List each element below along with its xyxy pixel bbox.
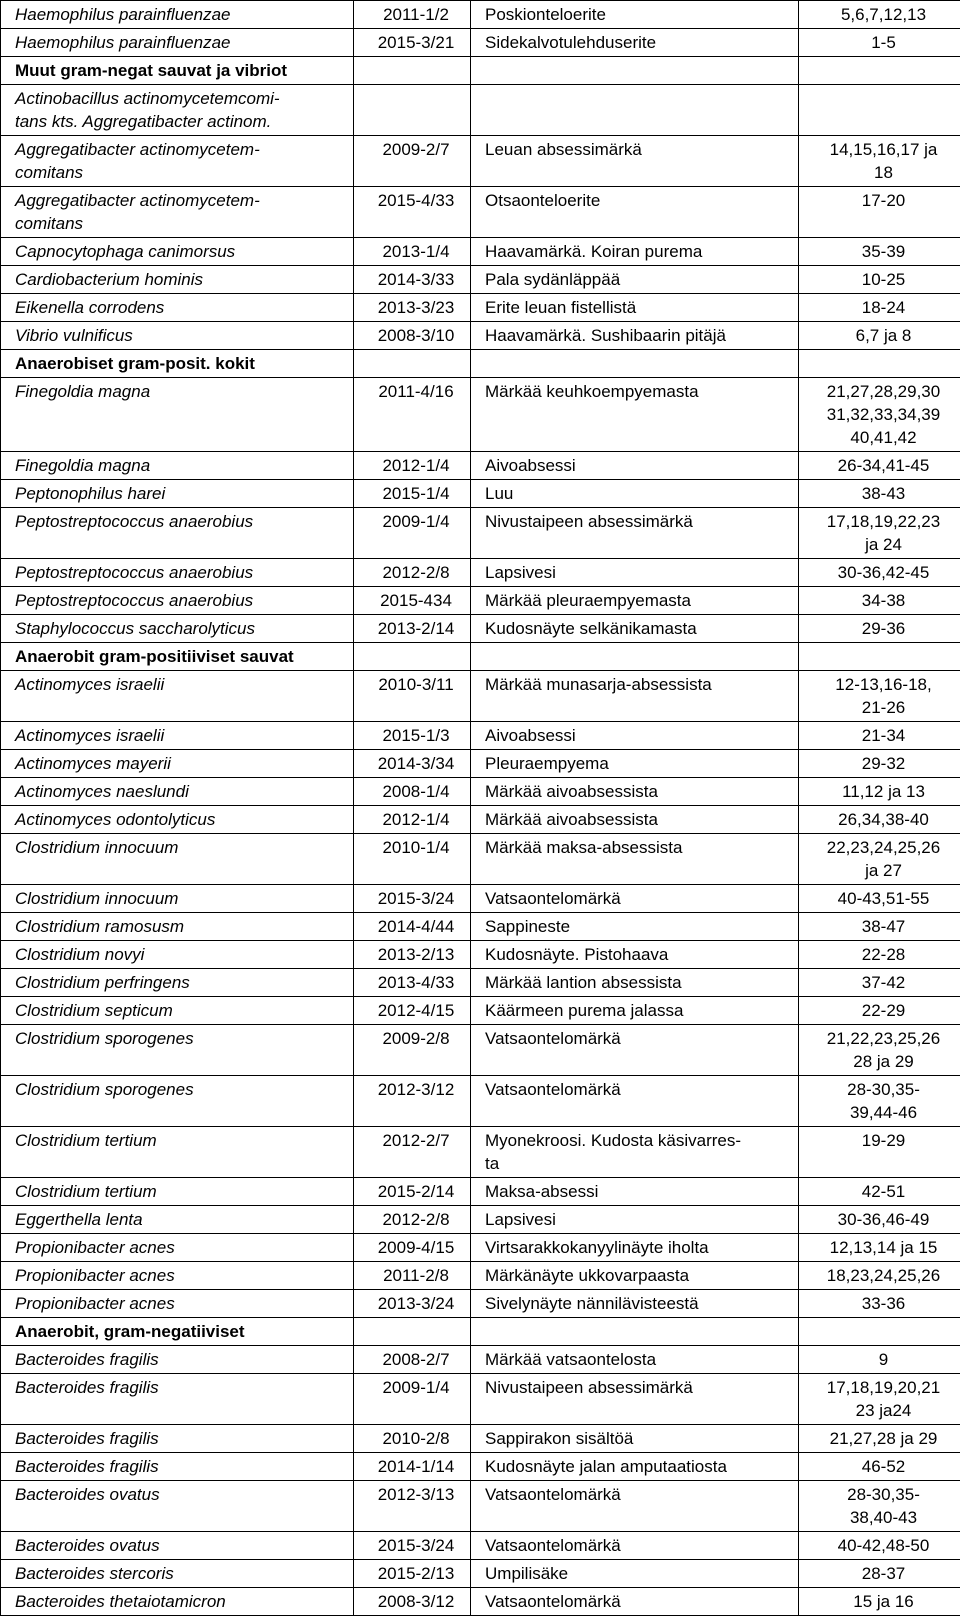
specimen-cell: Luu <box>471 480 799 508</box>
organism-cell: Propionibacter acnes <box>1 1290 354 1318</box>
table-row <box>1 29 960 57</box>
pages-cell: 38-43 <box>799 480 960 508</box>
specimen-cell: Vatsaontelomärkä <box>471 885 799 913</box>
sample-id-cell: 2010-3/11 <box>354 671 471 722</box>
specimen-cell: Märkää keuhkoempyemasta <box>471 378 799 452</box>
sample-id-cell: 2015-2/14 <box>354 1178 471 1206</box>
specimen-cell: Märkää maksa-absessista <box>471 834 799 885</box>
specimen-cell: Märkää lantion absessista <box>471 969 799 997</box>
table-row <box>1 1346 960 1374</box>
organism-cell: Peptostreptococcus anaerobius <box>1 508 354 559</box>
organism-cell: Aggregatibacter actinomycetem- comitans <box>1 136 354 187</box>
pages-cell: 26,34,38-40 <box>799 806 960 834</box>
table-row <box>1 722 960 750</box>
organism-cell: Clostridium innocuum <box>1 885 354 913</box>
section-title: Anaerobiset gram-posit. kokit <box>1 350 354 378</box>
pages-cell: 38-47 <box>799 913 960 941</box>
pages-cell: 1-5 <box>799 29 960 57</box>
sample-id-cell: 2014-3/34 <box>354 750 471 778</box>
specimen-cell: Märkää vatsaontelosta <box>471 1346 799 1374</box>
pages-cell: 29-36 <box>799 615 960 643</box>
sample-id-cell: 2009-1/4 <box>354 508 471 559</box>
table-row <box>1 294 960 322</box>
table-row <box>1 1481 960 1532</box>
sample-id-cell: 2011-2/8 <box>354 1262 471 1290</box>
table-row <box>1 750 960 778</box>
specimen-cell: Vatsaontelomärkä <box>471 1481 799 1532</box>
specimen-cell: Nivustaipeen absessimärkä <box>471 508 799 559</box>
organism-cell: Clostridium sporogenes <box>1 1025 354 1076</box>
specimen-cell: Vatsaontelomärkä <box>471 1588 799 1616</box>
organism-cell: Clostridium septicum <box>1 997 354 1025</box>
pages-cell: 46-52 <box>799 1453 960 1481</box>
organism-cell: Bacteroides fragilis <box>1 1425 354 1453</box>
section-header-row <box>1 57 960 85</box>
empty-cell <box>471 57 799 85</box>
sample-id-cell: 2015-1/4 <box>354 480 471 508</box>
specimen-cell: Vatsaontelomärkä <box>471 1025 799 1076</box>
organism-cell: Eggerthella lenta <box>1 1206 354 1234</box>
sample-id-cell: 2015-434 <box>354 587 471 615</box>
pages-cell: 6,7 ja 8 <box>799 322 960 350</box>
pages-cell: 29-32 <box>799 750 960 778</box>
empty-cell <box>799 643 960 671</box>
table-row <box>1 1127 960 1178</box>
specimen-cell: Märkää aivoabsessista <box>471 806 799 834</box>
pages-cell: 35-39 <box>799 238 960 266</box>
pages-cell: 30-36,42-45 <box>799 559 960 587</box>
organism-cell: Bacteroides ovatus <box>1 1481 354 1532</box>
table-row <box>1 834 960 885</box>
specimen-cell: Sappirakon sisältöä <box>471 1425 799 1453</box>
pages-cell: 17,18,19,20,21 23 ja24 <box>799 1374 960 1425</box>
pages-cell: 22-28 <box>799 941 960 969</box>
sample-id-cell: 2014-4/44 <box>354 913 471 941</box>
sample-id-cell: 2008-3/10 <box>354 322 471 350</box>
table-row <box>1 913 960 941</box>
specimen-cell: Sappineste <box>471 913 799 941</box>
specimen-cell: Kudosnäyte selkänikamasta <box>471 615 799 643</box>
organism-cell: Bacteroides thetaiotamicron <box>1 1588 354 1616</box>
sample-id-cell: 2014-3/33 <box>354 266 471 294</box>
pages-cell: 30-36,46-49 <box>799 1206 960 1234</box>
organism-cell: Actinomyces mayerii <box>1 750 354 778</box>
empty-cell <box>354 643 471 671</box>
sample-id-cell: 2015-3/24 <box>354 885 471 913</box>
section-title: Anaerobit, gram-negatiiviset <box>1 1318 354 1346</box>
specimen-cell: Vatsaontelomärkä <box>471 1532 799 1560</box>
sample-id-cell: 2012-3/12 <box>354 1076 471 1127</box>
sample-id-cell: 2013-3/24 <box>354 1290 471 1318</box>
pages-cell: 5,6,7,12,13 <box>799 1 960 29</box>
specimen-cell: Poskionteloerite <box>471 1 799 29</box>
sample-id-cell: 2012-2/7 <box>354 1127 471 1178</box>
sample-id-cell: 2010-1/4 <box>354 834 471 885</box>
table-row <box>1 1532 960 1560</box>
empty-cell <box>799 57 960 85</box>
organism-cell: Clostridium tertium <box>1 1178 354 1206</box>
sample-id-cell: 2012-2/8 <box>354 1206 471 1234</box>
pages-cell: 22-29 <box>799 997 960 1025</box>
sample-id-cell: 2014-1/14 <box>354 1453 471 1481</box>
sample-id-cell: 2015-3/24 <box>354 1532 471 1560</box>
table-row <box>1 1425 960 1453</box>
specimen-cell: Otsaonteloerite <box>471 187 799 238</box>
sample-id-cell: 2009-1/4 <box>354 1374 471 1425</box>
table-row <box>1 1234 960 1262</box>
table-row <box>1 671 960 722</box>
pages-cell: 11,12 ja 13 <box>799 778 960 806</box>
sample-id-cell <box>354 85 471 136</box>
table-row <box>1 587 960 615</box>
table-row <box>1 238 960 266</box>
pages-cell <box>799 85 960 136</box>
sample-id-cell: 2010-2/8 <box>354 1425 471 1453</box>
organism-cell: Actinomyces odontolyticus <box>1 806 354 834</box>
empty-cell <box>354 350 471 378</box>
specimen-cell: Pala sydänläppää <box>471 266 799 294</box>
sample-id-cell: 2008-3/12 <box>354 1588 471 1616</box>
organism-cell: Bacteroides ovatus <box>1 1532 354 1560</box>
specimen-cell: Nivustaipeen absessimärkä <box>471 1374 799 1425</box>
sample-id-cell: 2011-1/2 <box>354 1 471 29</box>
sample-id-cell: 2009-2/7 <box>354 136 471 187</box>
sample-id-cell: 2009-4/15 <box>354 1234 471 1262</box>
section-header-row <box>1 1318 960 1346</box>
sample-id-cell: 2013-1/4 <box>354 238 471 266</box>
organism-cell: Bacteroides fragilis <box>1 1346 354 1374</box>
sample-id-cell: 2012-4/15 <box>354 997 471 1025</box>
specimen-cell: Maksa-absessi <box>471 1178 799 1206</box>
specimen-cell: Aivoabsessi <box>471 452 799 480</box>
table-row <box>1 1206 960 1234</box>
pages-cell: 21,27,28 ja 29 <box>799 1425 960 1453</box>
sample-id-cell: 2015-4/33 <box>354 187 471 238</box>
table-row <box>1 378 960 452</box>
table-row <box>1 885 960 913</box>
pages-cell: 28-37 <box>799 1560 960 1588</box>
organism-cell: Bacteroides fragilis <box>1 1374 354 1425</box>
pages-cell: 21,27,28,29,30 31,32,33,34,39 40,41,42 <box>799 378 960 452</box>
table-row <box>1 1588 960 1616</box>
empty-cell <box>471 1318 799 1346</box>
specimen-cell: Kudosnäyte. Pistohaava <box>471 941 799 969</box>
section-header-row <box>1 643 960 671</box>
sample-id-cell: 2009-2/8 <box>354 1025 471 1076</box>
organism-cell: Eikenella corrodens <box>1 294 354 322</box>
table-row <box>1 969 960 997</box>
pages-cell: 18-24 <box>799 294 960 322</box>
table-row <box>1 1560 960 1588</box>
organism-cell: Actinobacillus actinomycetemcomi- tans kts. Aggregatibacter actinom. <box>1 85 354 136</box>
table-row <box>1 778 960 806</box>
sample-id-cell: 2015-3/21 <box>354 29 471 57</box>
organism-cell: Haemophilus parainfluenzae <box>1 1 354 29</box>
table-row <box>1 559 960 587</box>
pages-cell: 42-51 <box>799 1178 960 1206</box>
organism-cell: Clostridium novyi <box>1 941 354 969</box>
sample-id-cell: 2013-4/33 <box>354 969 471 997</box>
table-row <box>1 85 960 136</box>
specimen-cell: Pleuraempyema <box>471 750 799 778</box>
sample-id-cell: 2008-2/7 <box>354 1346 471 1374</box>
empty-cell <box>354 1318 471 1346</box>
organism-cell: Vibrio vulnificus <box>1 322 354 350</box>
table-row <box>1 997 960 1025</box>
organism-cell: Peptonophilus harei <box>1 480 354 508</box>
pages-cell: 14,15,16,17 ja 18 <box>799 136 960 187</box>
pages-cell: 10-25 <box>799 266 960 294</box>
specimen-cell: Märkää pleuraempyemasta <box>471 587 799 615</box>
specimen-cell: Erite leuan fistellistä <box>471 294 799 322</box>
pages-cell: 9 <box>799 1346 960 1374</box>
organism-cell: Actinomyces naeslundi <box>1 778 354 806</box>
specimen-cell: Aivoabsessi <box>471 722 799 750</box>
pages-cell: 21-34 <box>799 722 960 750</box>
table-row <box>1 1076 960 1127</box>
specimen-cell: Märkää munasarja-absessista <box>471 671 799 722</box>
specimen-cell: Märkänäyte ukkovarpaasta <box>471 1262 799 1290</box>
sample-id-cell: 2012-1/4 <box>354 806 471 834</box>
sample-id-cell: 2012-3/13 <box>354 1481 471 1532</box>
sample-id-cell: 2013-2/13 <box>354 941 471 969</box>
pages-cell: 37-42 <box>799 969 960 997</box>
pages-cell: 40-42,48-50 <box>799 1532 960 1560</box>
table-row <box>1 508 960 559</box>
sample-id-cell: 2015-2/13 <box>354 1560 471 1588</box>
table-row <box>1 187 960 238</box>
pages-cell: 21,22,23,25,26 28 ja 29 <box>799 1025 960 1076</box>
specimen-cell: Leuan absessimärkä <box>471 136 799 187</box>
section-title: Anaerobit gram-positiiviset sauvat <box>1 643 354 671</box>
table-row <box>1 1453 960 1481</box>
organism-cell: Peptostreptococcus anaerobius <box>1 559 354 587</box>
table-row <box>1 452 960 480</box>
pages-cell: 33-36 <box>799 1290 960 1318</box>
pages-cell: 22,23,24,25,26 ja 27 <box>799 834 960 885</box>
specimen-cell: Haavamärkä. Koiran purema <box>471 238 799 266</box>
specimen-cell: Lapsivesi <box>471 559 799 587</box>
sample-id-cell: 2013-3/23 <box>354 294 471 322</box>
table-row <box>1 136 960 187</box>
table-row <box>1 1290 960 1318</box>
specimen-cell: Lapsivesi <box>471 1206 799 1234</box>
sample-id-cell: 2012-2/8 <box>354 559 471 587</box>
empty-cell <box>354 57 471 85</box>
specimen-cell: Käärmeen purema jalassa <box>471 997 799 1025</box>
table-row <box>1 941 960 969</box>
organism-cell: Clostridium tertium <box>1 1127 354 1178</box>
table-row <box>1 322 960 350</box>
sample-id-cell: 2013-2/14 <box>354 615 471 643</box>
empty-cell <box>799 1318 960 1346</box>
pages-cell: 28-30,35- 38,40-43 <box>799 1481 960 1532</box>
organism-cell: Clostridium innocuum <box>1 834 354 885</box>
pages-cell: 19-29 <box>799 1127 960 1178</box>
pages-cell: 17,18,19,22,23 ja 24 <box>799 508 960 559</box>
organism-cell: Clostridium sporogenes <box>1 1076 354 1127</box>
pages-cell: 34-38 <box>799 587 960 615</box>
organism-cell: Aggregatibacter actinomycetem- comitans <box>1 187 354 238</box>
section-title: Muut gram-negat sauvat ja vibriot <box>1 57 354 85</box>
table-row <box>1 1262 960 1290</box>
table-row <box>1 1178 960 1206</box>
pages-cell: 17-20 <box>799 187 960 238</box>
specimen-cell: Märkää aivoabsessista <box>471 778 799 806</box>
table-row <box>1 480 960 508</box>
organism-cell: Propionibacter acnes <box>1 1262 354 1290</box>
specimen-cell: Sivelynäyte nännilävisteestä <box>471 1290 799 1318</box>
pages-cell: 18,23,24,25,26 <box>799 1262 960 1290</box>
specimen-cell: Haavamärkä. Sushibaarin pitäjä <box>471 322 799 350</box>
organism-cell: Clostridium ramosusm <box>1 913 354 941</box>
specimen-cell <box>471 85 799 136</box>
organism-cell: Actinomyces israelii <box>1 671 354 722</box>
pages-cell: 26-34,41-45 <box>799 452 960 480</box>
specimen-cell: Vatsaontelomärkä <box>471 1076 799 1127</box>
pages-cell: 12,13,14 ja 15 <box>799 1234 960 1262</box>
organism-cell: Bacteroides fragilis <box>1 1453 354 1481</box>
empty-cell <box>471 643 799 671</box>
section-header-row <box>1 350 960 378</box>
specimen-table-body <box>1 1 960 1616</box>
pages-cell: 28-30,35- 39,44-46 <box>799 1076 960 1127</box>
sample-id-cell: 2015-1/3 <box>354 722 471 750</box>
specimen-cell: Virtsarakkokanyylinäyte iholta <box>471 1234 799 1262</box>
organism-cell: Cardiobacterium hominis <box>1 266 354 294</box>
empty-cell <box>471 350 799 378</box>
table-row <box>1 1 960 29</box>
organism-cell: Actinomyces israelii <box>1 722 354 750</box>
empty-cell <box>799 350 960 378</box>
sample-id-cell: 2011-4/16 <box>354 378 471 452</box>
table-row <box>1 266 960 294</box>
pages-cell: 12-13,16-18, 21-26 <box>799 671 960 722</box>
table-row <box>1 615 960 643</box>
specimen-cell: Kudosnäyte jalan amputaatiosta <box>471 1453 799 1481</box>
organism-cell: Peptostreptococcus anaerobius <box>1 587 354 615</box>
organism-cell: Finegoldia magna <box>1 452 354 480</box>
specimen-cell: Sidekalvotulehduserite <box>471 29 799 57</box>
pages-cell: 15 ja 16 <box>799 1588 960 1616</box>
organism-cell: Propionibacter acnes <box>1 1234 354 1262</box>
specimen-cell: Umpilisäke <box>471 1560 799 1588</box>
organism-cell: Finegoldia magna <box>1 378 354 452</box>
organism-cell: Staphylococcus saccharolyticus <box>1 615 354 643</box>
specimen-cell: Myonekroosi. Kudosta käsivarres- ta <box>471 1127 799 1178</box>
organism-cell: Capnocytophaga canimorsus <box>1 238 354 266</box>
organism-cell: Clostridium perfringens <box>1 969 354 997</box>
pages-cell: 40-43,51-55 <box>799 885 960 913</box>
organism-cell: Bacteroides stercoris <box>1 1560 354 1588</box>
table-row <box>1 1374 960 1425</box>
table-row <box>1 806 960 834</box>
organism-cell: Haemophilus parainfluenzae <box>1 29 354 57</box>
sample-id-cell: 2012-1/4 <box>354 452 471 480</box>
sample-id-cell: 2008-1/4 <box>354 778 471 806</box>
table-row <box>1 1025 960 1076</box>
